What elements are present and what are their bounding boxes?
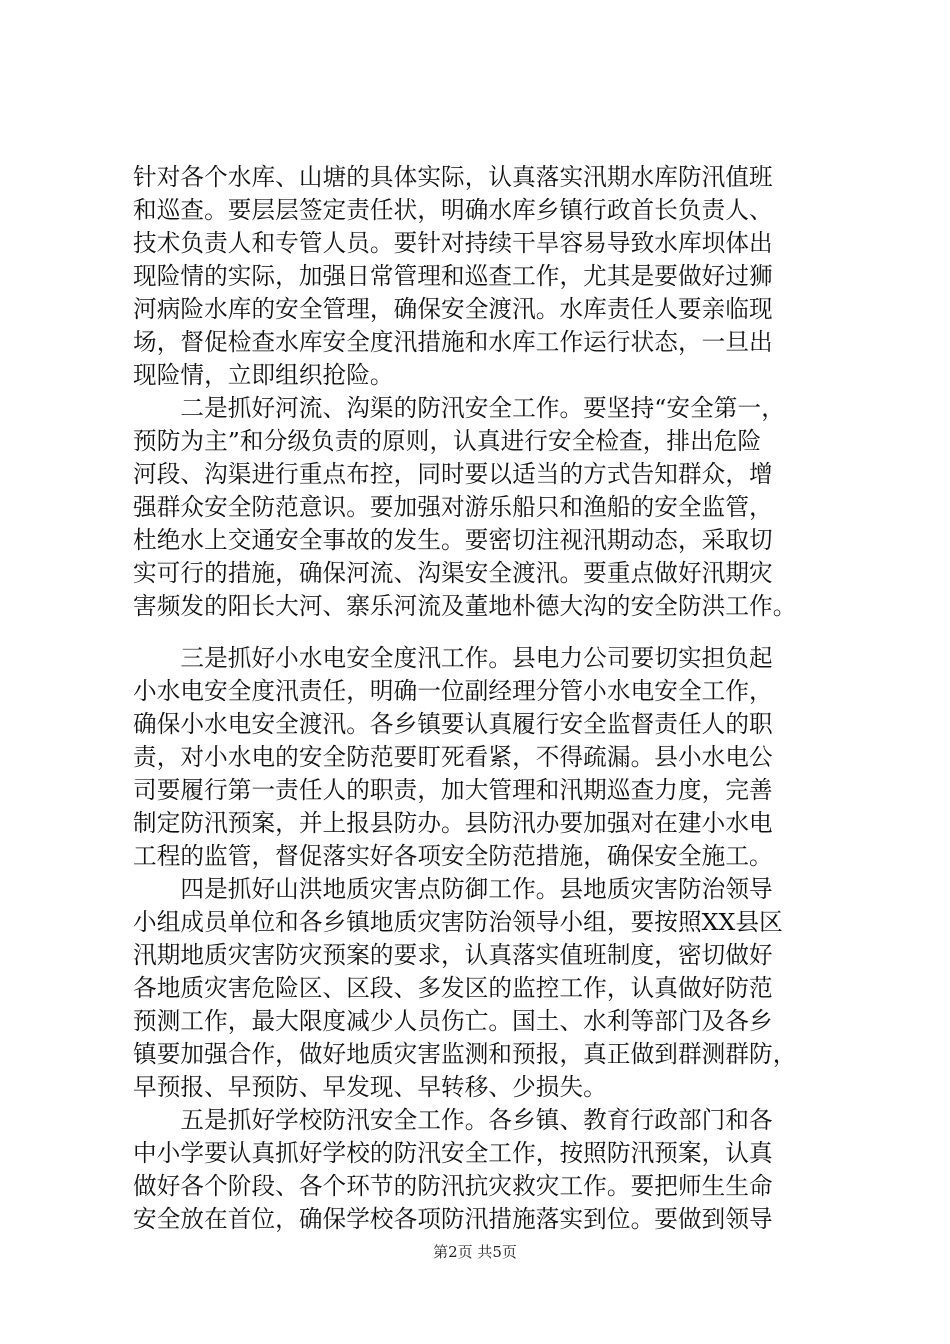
text-line: 早预报、早预防、早发现、早转移、少损失。 [133, 1073, 607, 1101]
text-line: 中小学要认真抓好学校的防汛安全工作，按照防汛预案，认真 [133, 1139, 773, 1167]
text-line: 技术负责人和专管人员。要针对持续干旱容易导致水库坝体出 [133, 229, 773, 257]
text-line: 实可行的措施，确保河流、沟渠安全渡汛。要重点做好汛期灾 [133, 559, 773, 587]
text-line: 害频发的阳长大河、寨乐河流及董地朴德大沟的安全防洪工作。 [133, 592, 797, 620]
text-line: 做好各个阶段、各个环节的防汛抗灾救灾工作。要把师生生命 [133, 1172, 773, 1200]
text-line: 汛期地质灾害防灾预案的要求，认真落实值班制度，密切做好 [133, 941, 773, 969]
text-line: 四是抓好山洪地质灾害点防御工作。县地质灾害防治领导 [133, 875, 773, 903]
text-line: 各地质灾害危险区、区段、多发区的监控工作，认真做好防范 [133, 974, 773, 1002]
text-line: 强群众安全防范意识。要加强对游乐船只和渔船的安全监管， [133, 493, 773, 521]
text-line: 小组成员单位和各乡镇地质灾害防治领导小组，要按照XX县区 [133, 908, 783, 936]
text-line: 二是抓好河流、沟渠的防汛安全工作。要坚持“安全第一， [133, 394, 785, 422]
text-line: 安全放在首位，确保学校各项防汛措施落实到位。要做到领导 [133, 1205, 773, 1233]
text-line: 河病险水库的安全管理，确保安全渡汛。水库责任人要亲临现 [133, 295, 773, 323]
text-line: 镇要加强合作，做好地质灾害监测和预报，真正做到群测群防， [133, 1040, 797, 1068]
text-line: 责，对小水电的安全防范要盯死看紧，不得疏漏。县小水电公 [133, 743, 773, 771]
text-line: 河段、沟渠进行重点布控，同时要以适当的方式告知群众，增 [133, 460, 773, 488]
text-line: 工程的监管，督促落实好各项安全防范措施，确保安全施工。 [133, 842, 773, 870]
text-line: 预防为主”和分级负责的原则，认真进行安全检查，排出危险 [133, 427, 762, 455]
text-line: 小水电安全度汛责任，明确一位副经理分管小水电安全工作， [133, 677, 773, 705]
text-line: 预测工作，最大限度减少人员伤亡。国土、水利等部门及各乡 [133, 1007, 773, 1035]
page-footer: 第2页 共5页 [433, 1243, 517, 1261]
text-line: 场，督促检查水库安全度汛措施和水库工作运行状态，一旦出 [133, 328, 773, 356]
text-line: 确保小水电安全渡汛。各乡镇要认真履行安全监督责任人的职 [133, 710, 773, 738]
text-line: 杜绝水上交通安全事故的发生。要密切注视汛期动态，采取切 [133, 526, 773, 554]
text-line: 五是抓好学校防汛安全工作。各乡镇、教育行政部门和各 [133, 1106, 773, 1134]
text-line: 制定防汛预案，并上报县防办。县防汛办要加强对在建小水电 [133, 809, 773, 837]
text-line: 三是抓好小水电安全度汛工作。县电力公司要切实担负起 [133, 644, 773, 672]
text-line: 现险情，立即组织抢险。 [133, 361, 394, 389]
text-line: 和巡查。要层层签定责任状，明确水库乡镇行政首长负责人、 [133, 196, 773, 224]
text-line: 现险情的实际，加强日常管理和巡查工作，尤其是要做好过狮 [133, 262, 773, 290]
text-line: 司要履行第一责任人的职责，加大管理和汛期巡查力度，完善 [133, 776, 773, 804]
text-line: 针对各个水库、山塘的具体实际，认真落实汛期水库防汛值班 [133, 163, 773, 191]
